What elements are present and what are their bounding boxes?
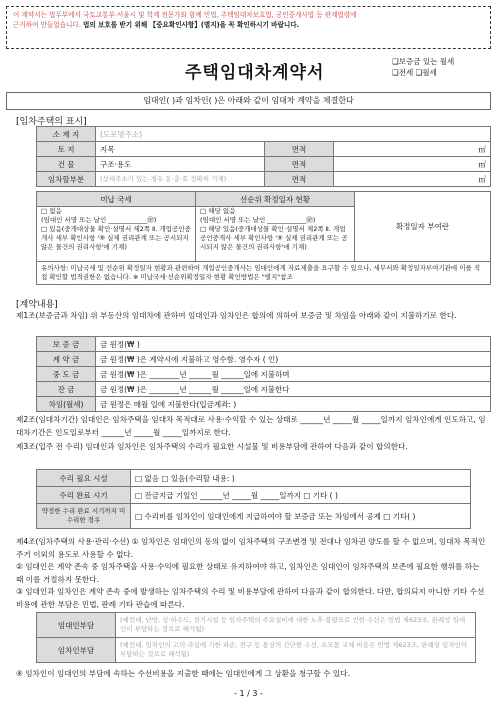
down-payment-label: 계 약 금 (37, 352, 96, 367)
tenant-burden-label: 임차인부담 (37, 638, 116, 663)
fixed-none-sign: (임대인 서명 또는 날인 ____________㊞) (200, 216, 316, 224)
unpaid-tax-header: 미납 국세 (37, 192, 196, 207)
lease-area-label: 면적 (265, 172, 334, 187)
repair-need-label: 수리 필요 시설 (37, 470, 131, 487)
article-4-4: ④ 임차인이 임대인의 부담에 속하는 수선비용을 지출한 때에는 임대인에게 그 상환을 청구할 수 있다. (16, 669, 351, 678)
article-1: 제1조(보증금과 차임) 위 부동산의 임대차에 관하여 임대인과 임차인은 합의에 의하여 보증금 및 차임을 아래와 같이 지불하기로 한다. (16, 311, 457, 320)
lease-area-unit[interactable]: ㎡ (334, 172, 491, 187)
building-area-unit[interactable]: ㎡ (334, 157, 491, 172)
page-number: - 1 / 3 - (234, 689, 263, 698)
deposit-label: 보 증 금 (37, 337, 96, 352)
landlord-burden-label: 임대인부담 (37, 613, 116, 638)
option-monthly-deposit[interactable]: ❑보증금 있는 월세 (392, 57, 455, 66)
deposit-row[interactable]: 금 원정(₩ ) (96, 337, 491, 352)
article-4-2: ② 임대인은 계약 존속 중 임차주택을 사용·수익에 필요한 상태로 유지하여야 하고, 임차인은 임대인이 임차주택의 보존에 필요한 행위를 하는 때 이를 거절하지 못한다. (16, 562, 480, 584)
article-4-1: 제4조(임차주택의 사용·관리·수선) ① 임차인은 임대인의 동의 없이 임차주택의 구조변경 및 전대나 임차권 양도를 할 수 없으며, 임대차 목적인 주거 이외의 용도로 사용할 수 없다. (16, 537, 486, 559)
article-2: 제2조(임대차기간) 임대인은 임차주택을 임대차 목적대로 사용·수익할 수 있는 상태로 ______년 _____월 _____일까지 임차인에게 인도하고, 임대차기간은 인도일로부터 ______년 _____월 _____일까지로 한다. (16, 415, 486, 437)
rent-row[interactable]: 금 원정은 매월 일에 지불한다(입금계좌: ) (96, 397, 491, 412)
interim-label: 중 도 금 (37, 367, 96, 382)
landlord-burden-row[interactable]: (예컨대, 난방, 상·하수도, 전기시설 등 임차주택의 주요설비에 대한 노후·불량으로 인한 수선은 민법 제623조, 판례상 임대인이 부담하는 것으로 해석됨) (116, 613, 476, 638)
balance-label: 잔 금 (37, 382, 96, 397)
tax-none-sign: (임대인 서명 또는 날인 ____________㊞) (41, 216, 157, 224)
tax-note: 유의사항: 미납국세 및 선순위 확정일자 현황과 관련하여 개업공인중개사는 임대인에게 자료제출을 요구할 수 있으나, 세무서와 확정일자부여기관에 이를 직접 확인할 법적권한은 없습니다. ※ 미납국세·선순위확정일자 현황 확인방법은 "별지"참조 (37, 262, 491, 285)
land-area-unit[interactable]: ㎡ (334, 142, 491, 157)
interim-row[interactable]: 금 원정(₩ )은 ________년 ______월 ______일에 지불하며 (96, 367, 491, 382)
lease-input[interactable]: (상세주소가 있는 경우 동·층·호 정확히 기재) (96, 172, 265, 187)
article-4-3: ③ 임대인과 임차인은 계약 존속 중에 발생하는 임차주택의 수리 및 비용부담에 관하여 다음과 같이 합의한다. 다만, 합의되지 아니한 기타 수선비용에 관한 부담은 민법, 판례 기타 관습에 따른다. (16, 587, 485, 609)
notice-line2a: 근거하여 만들었습니다. (13, 21, 83, 29)
repair-fail-label: 약정한 수리 완료 시기까지 미 수리한 경우 (37, 504, 131, 529)
option-jeonse-monthly[interactable]: ❑전세 ❑월세 (392, 68, 437, 77)
fixed-exists-checkbox[interactable]: □ 해당 있음(중개대상물 확인·설명서 제2쪽 Ⅱ. 개업공인중개사 세부 확인사항 '⑨ 실제 권리관계 또는 공시되지 않은 물건의 권리사항'에 기재) (200, 225, 348, 251)
payment-table (36, 336, 491, 412)
land-area-label: 면적 (265, 142, 334, 157)
notice-line2b: 법의 보호를 받기 위해 【중요확인사항】(별지)을 꼭 확인하시기 바랍니다. (82, 21, 300, 29)
repair-time-label: 수리 완료 시기 (37, 487, 131, 504)
fixed-date-header: 선순위 확정일자 현황 (196, 192, 355, 207)
land-label: 토 지 (37, 142, 96, 157)
tax-table (36, 191, 491, 285)
building-label: 건 물 (37, 157, 96, 172)
building-type[interactable]: 구조·용도 (96, 157, 265, 172)
repair-fail-row[interactable]: □ 수리비를 임차인이 임대인에게 지급하여야 할 보증금 또는 차임에서 공제 □ 기타( ) (131, 504, 471, 529)
lease-label: 임차할부분 (37, 172, 96, 187)
legal-notice (6, 6, 491, 49)
section-property: [임차주택의 표시] (16, 117, 87, 127)
article-3: 제3조(입주 전 수리) 임대인과 임차인은 임차주택의 수리가 필요한 시설물 및 비용부담에 관하여 다음과 같이 합의한다. (16, 442, 408, 451)
section-contract: [계약내용] (16, 300, 58, 310)
rent-label: 차임(월세) (37, 397, 96, 412)
repair-need-row[interactable]: □ 없음 □ 있음(수리할 내용: ) (131, 470, 471, 487)
repair-table (36, 469, 471, 529)
page-title: 주택임대차계약서 (185, 63, 325, 83)
down-payment-row[interactable]: 금 원정(₩ )은 계약시에 지불하고 영수함. 영수자 ( 인) (96, 352, 491, 367)
tenant-burden-row[interactable]: (예컨대, 임차인의 고의·과실에 기한 파손, 전구 등 통상의 간단한 수선, 소모품 교체 비용은 민법 제623조, 판례상 임차인이 부담하는 것으로 해석됨) (116, 638, 476, 663)
balance-row[interactable]: 금 원정(₩ )은 ________년 ______월 ______일에 지불한다 (96, 382, 491, 397)
intro-line: 임대인( )과 임차인( )은 아래와 같이 임대차 계약을 체결한다 (6, 92, 491, 110)
tax-exists-checkbox[interactable]: □ 있음(중개대상물 확인·설명서 제2쪽 Ⅱ. 개업공인중개사 세부 확인사항 '⑨ 실제 권리관계 또는 공시되지 않은 물건의 권리사항'에 기재) (41, 225, 191, 251)
contract-type-options[interactable] (392, 56, 454, 78)
notice-line1: 이 계약서는 법무부에서 국토교통부·서울시 및 학계 전문가와 함께 민법, 주택임대차보호법, 공인중개사법 등 관계법령에 (13, 11, 357, 19)
tax-none-checkbox[interactable]: □ 없음 (41, 207, 62, 215)
repair-time-row[interactable]: □ 잔금지급 기일인 ______년 _____월 _____일까지 □ 기타 ( ) (131, 487, 471, 504)
building-area-label: 면적 (265, 157, 334, 172)
land-type[interactable]: 지목 (96, 142, 265, 157)
fixed-none-checkbox[interactable]: □ 해당 없음 (200, 207, 236, 215)
location-input[interactable]: (도로명주소) (96, 127, 491, 142)
burden-table (36, 612, 476, 663)
property-table (36, 126, 491, 187)
fixed-date-box: 확정일자 부여란 (355, 192, 491, 262)
location-label: 소 재 지 (37, 127, 96, 142)
